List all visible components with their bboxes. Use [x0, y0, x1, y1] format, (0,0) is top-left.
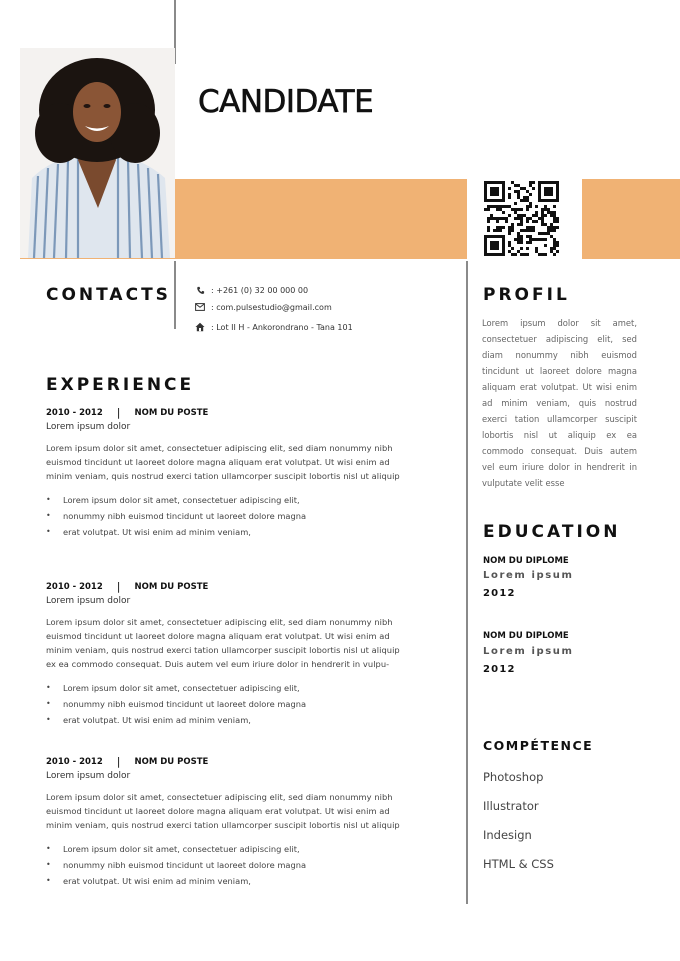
profile-photo: [20, 48, 175, 258]
contact-address: [195, 322, 353, 332]
contact-address-text: : Lot II H - Ankorondrano - Tana 101: [211, 322, 353, 332]
job-description-line: Lorem ipsum dolor sit amet, consectetuer adipiscing elit, sed diam nonummy nibh: [46, 617, 393, 627]
job-bullet: • Lorem ipsum dolor sit amet, consectetuer adipiscing elit,: [46, 680, 426, 696]
job-period: 2010 - 2012: [46, 581, 103, 592]
job-description-line: minim veniam, quis nostrud exerci tation ullamcorper suscipit lobortis nisl ut aliquip: [46, 645, 400, 655]
contact-phone-text: : +261 (0) 32 00 000 00: [211, 285, 309, 295]
job-description-line: minim veniam, quis nostrud exerci tation ullamcorper suscipit lobortis nisl ut aliquip: [46, 471, 400, 481]
skill-item: Illustrator: [483, 799, 539, 813]
accent-band-right: [582, 179, 680, 259]
job-company: Lorem ipsum dolor: [46, 596, 131, 606]
email-icon: [195, 302, 205, 312]
home-icon: [195, 322, 205, 332]
education-school: Lorem ipsum: [483, 646, 574, 657]
education-year: 2012: [483, 664, 516, 675]
job-bullets: [46, 680, 426, 728]
skill-item: Indesign: [483, 828, 532, 842]
phone-icon: [195, 285, 205, 295]
job-position: NOM DU POSTE: [134, 756, 209, 767]
skill-item: HTML & CSS: [483, 857, 554, 871]
job-description: [46, 615, 426, 671]
job-bullet: • Lorem ipsum dolor sit amet, consectetuer adipiscing elit,: [46, 841, 426, 857]
job-bullet: • erat volutpat. Ut wisi enim ad minim veniam,: [46, 524, 426, 540]
education-school: Lorem ipsum: [483, 570, 574, 581]
job-entry: [46, 580, 426, 728]
experience-heading: EXPERIENCE: [46, 375, 195, 395]
job-description: [46, 441, 426, 483]
job-description-line: Lorem ipsum dolor sit amet, consectetuer adipiscing elit, sed diam nonummy nibh: [46, 792, 393, 802]
job-separator: |: [116, 755, 121, 768]
job-header: [46, 580, 426, 593]
contact-phone: [195, 285, 308, 295]
job-description-line: minim veniam, quis nostrud exerci tation ullamcorper suscipit lobortis nisl ut aliquip: [46, 820, 400, 830]
skill-item: Photoshop: [483, 770, 544, 784]
job-bullets: [46, 492, 426, 540]
job-separator: |: [116, 406, 121, 419]
job-position: NOM DU POSTE: [134, 407, 209, 418]
job-description-line: euismod tincidunt ut laoreet dolore magna aliquam erat volutpat. Ut wisi enim ad: [46, 457, 390, 467]
job-bullet: • erat volutpat. Ut wisi enim ad minim veniam,: [46, 712, 426, 728]
job-company: Lorem ipsum dolor: [46, 771, 131, 781]
job-description-line: euismod tincidunt ut laoreet dolore magna aliquam erat volutpat. Ut wisi enim ad: [46, 631, 390, 641]
profil-heading: PROFIL: [483, 285, 570, 305]
education-degree: NOM DU DIPLOME: [483, 556, 569, 566]
contacts-divider-line: [174, 261, 176, 329]
contacts-heading: CONTACTS: [46, 285, 171, 305]
education-heading: EDUCATION: [483, 522, 621, 542]
job-header: [46, 755, 426, 768]
job-entry: [46, 406, 426, 540]
education-year: 2012: [483, 588, 516, 599]
sidebar-divider-line: [466, 261, 468, 904]
candidate-name: CANDIDATE: [198, 84, 374, 120]
job-description-line: ex ea commodo consequat. Duis autem vel eum iriure dolor in hendrerit in vulpu-: [46, 659, 390, 669]
job-description-line: euismod tincidunt ut laoreet dolore magna aliquam erat volutpat. Ut wisi enim ad: [46, 806, 390, 816]
job-description-line: Lorem ipsum dolor sit amet, consectetuer adipiscing elit, sed diam nonummy nibh: [46, 443, 393, 453]
job-description: [46, 790, 426, 832]
job-company: Lorem ipsum dolor: [46, 422, 131, 432]
job-period: 2010 - 2012: [46, 407, 103, 418]
job-period: 2010 - 2012: [46, 756, 103, 767]
contact-email: [195, 302, 332, 312]
skills-heading: COMPÉTENCE: [483, 738, 594, 753]
job-bullet: • erat volutpat. Ut wisi enim ad minim veniam,: [46, 873, 426, 889]
qr-code: [484, 181, 559, 256]
profil-text: Lorem ipsum dolor sit amet, consectetuer adipiscing elit, sed diam nonummy nibh euismod tincidunt ut laoreet dolore magna aliquam erat volutpat. Ut wisi enim ad minim veniam, quis nostrud exerci tation ullamcorper suscipit lobortis nisl ut aliquip ex ea commodo consequat. Duis autem vel eum iriure dolor in hendrerit in vulputate velit esse: [482, 318, 637, 488]
job-position: NOM DU POSTE: [134, 581, 209, 592]
job-header: [46, 406, 426, 419]
job-bullet: • nonummy nibh euismod tincidunt ut laoreet dolore magna: [46, 696, 426, 712]
job-entry: [46, 755, 426, 889]
education-degree: NOM DU DIPLOME: [483, 631, 569, 641]
job-bullets: [46, 841, 426, 889]
job-separator: |: [116, 580, 121, 593]
contact-email-text: : com.pulsestudio@gmail.com: [211, 302, 332, 312]
job-bullet: • Lorem ipsum dolor sit amet, consectetuer adipiscing elit,: [46, 492, 426, 508]
job-bullet: • nonummy nibh euismod tincidunt ut laoreet dolore magna: [46, 508, 426, 524]
job-bullet: • nonummy nibh euismod tincidunt ut laoreet dolore magna: [46, 857, 426, 873]
